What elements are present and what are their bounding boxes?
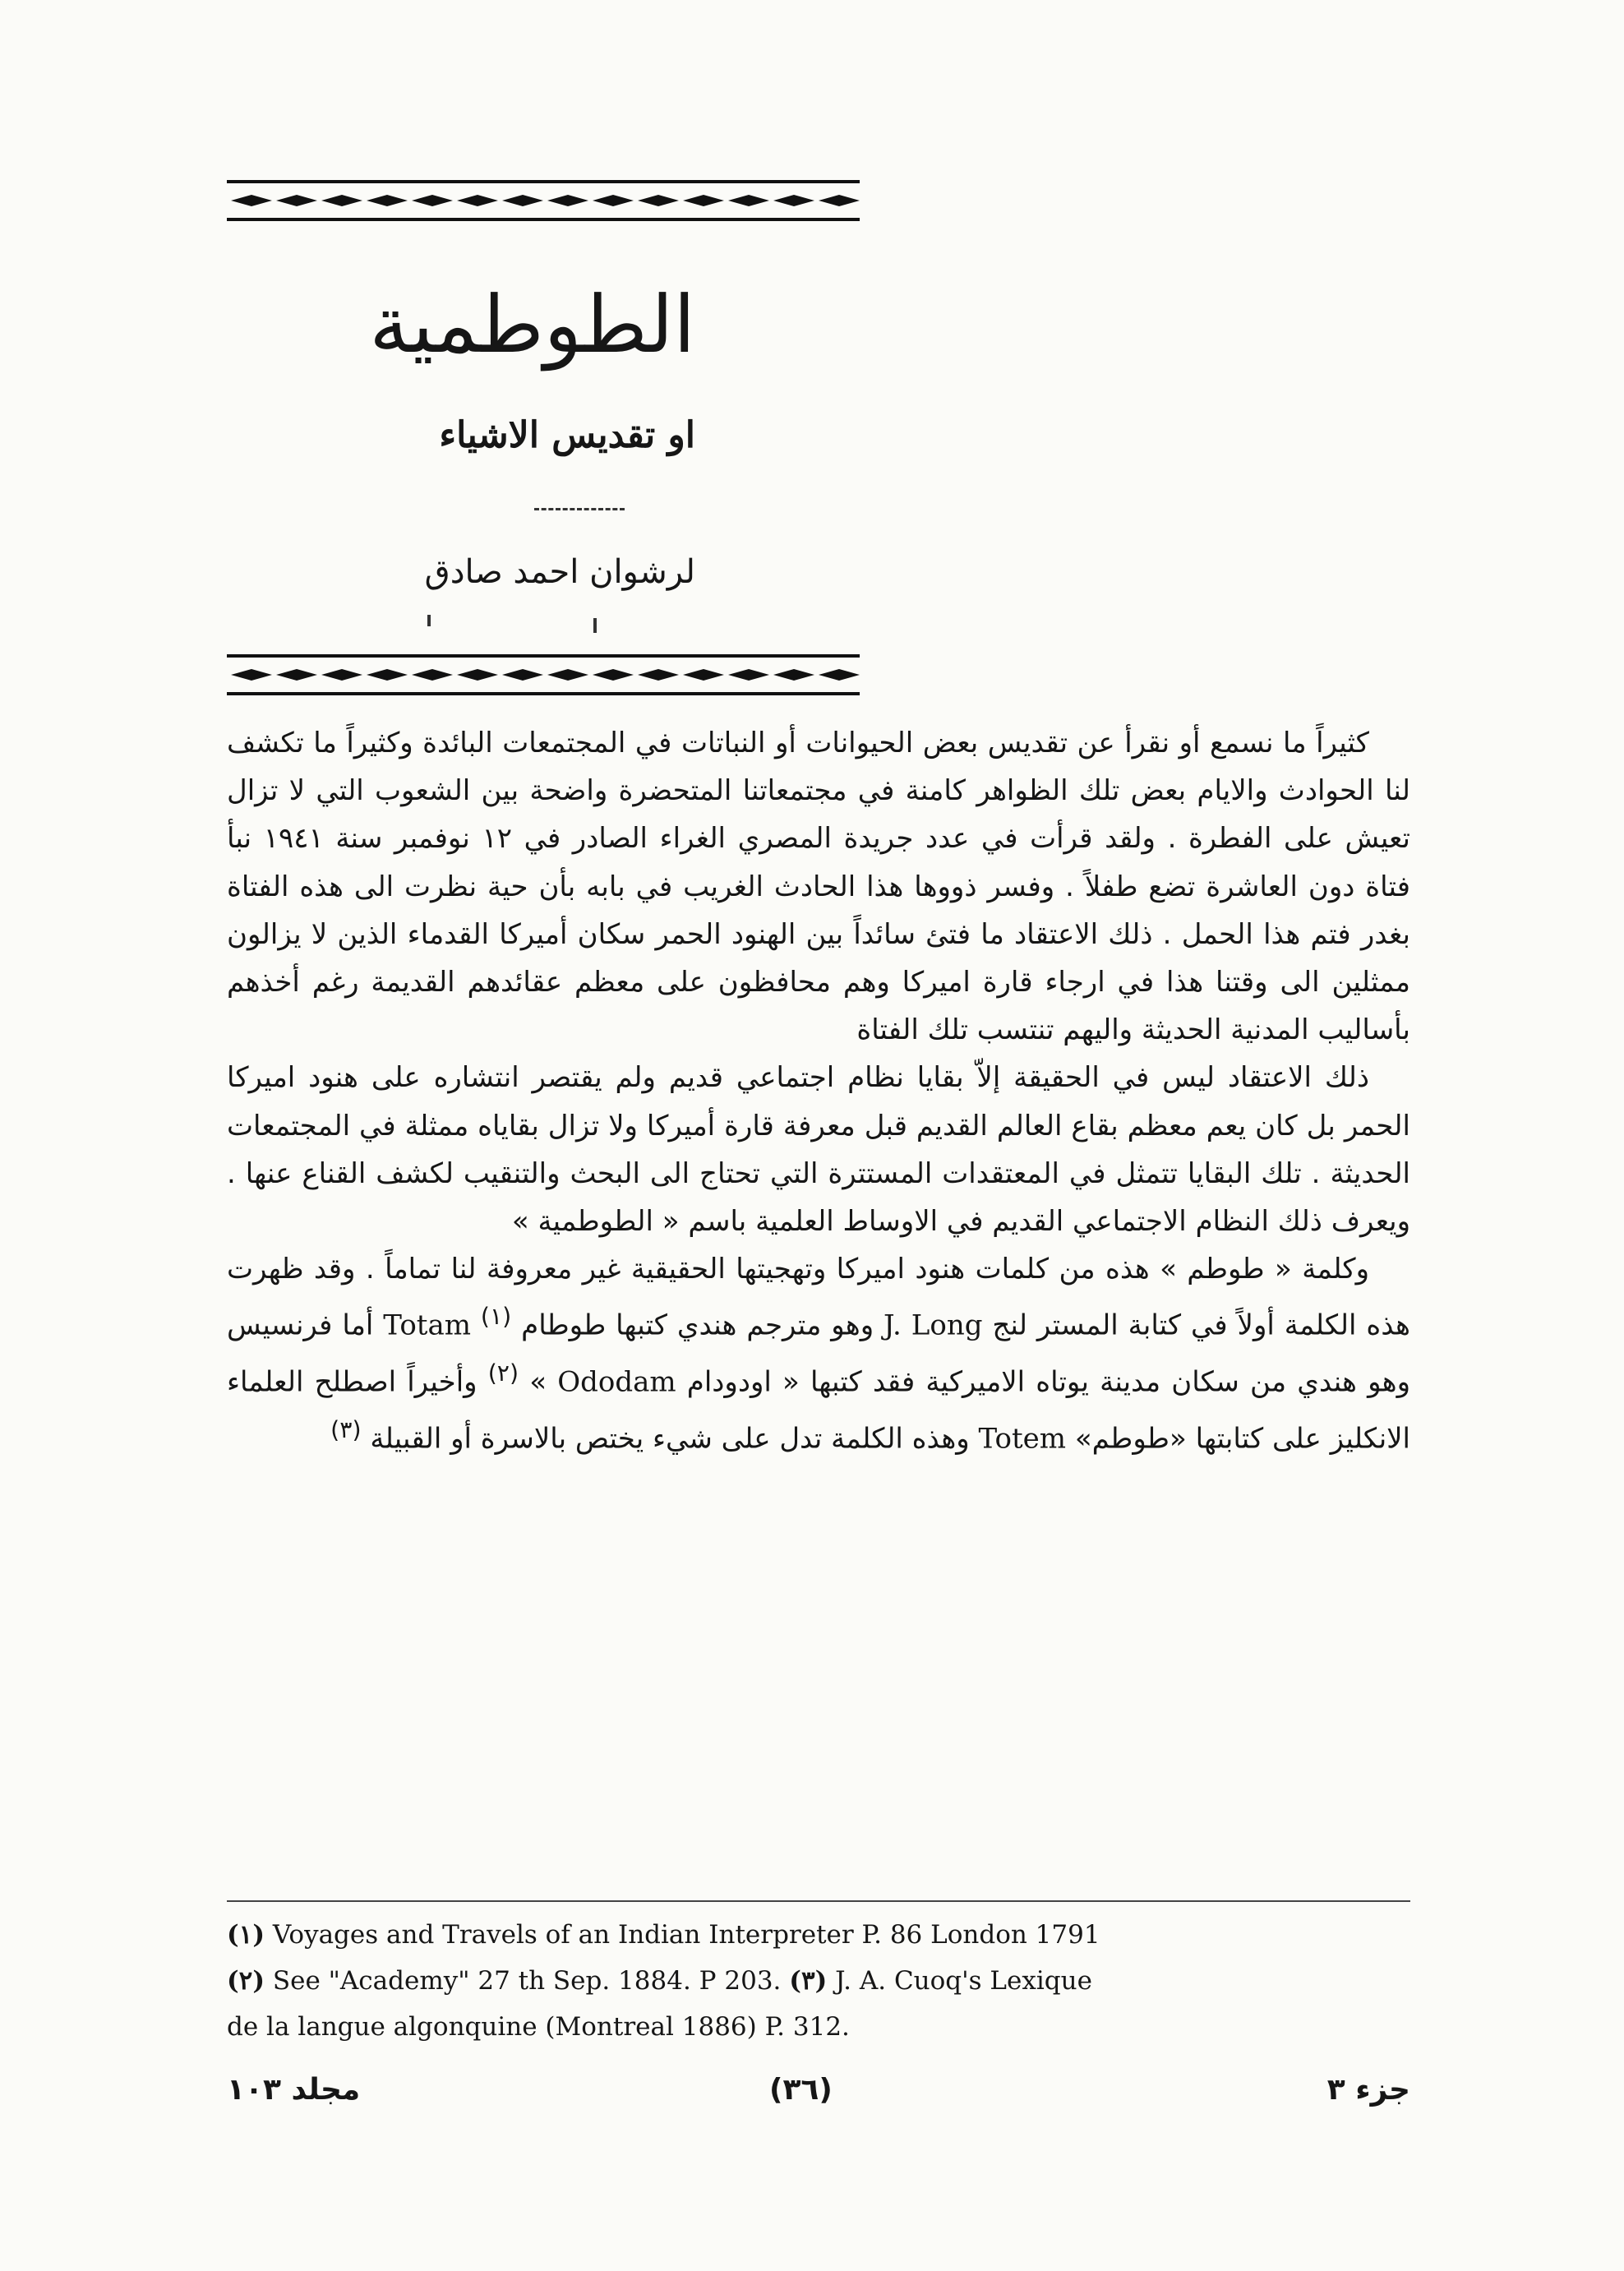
footnote-text: See "Academy" 27 th Sep. 1884. P 203. [272, 1966, 782, 1996]
footnote-1 [227, 1912, 1410, 1958]
article-author: لرشوان احمد صادق [424, 553, 695, 591]
article-subtitle: او تقديس الاشياء [439, 414, 695, 456]
paragraph-3-text: وكلمة « طوطم » هذه من كلمات هنود اميركا وتهجيتها الحقيقية غير معروفة لنا تماماً . وقد ظهرت هذه الكلمة أولاً في كتابة المستر لنج [227, 1253, 1410, 1342]
latin-term: Ododam [557, 1365, 676, 1399]
paragraph-1: كثيراً ما نسمع أو نقرأ عن تقديس بعض الحيوانات أو النباتات في المجتمعات البائدة وكثيراً ما تكشف لنا الحوادث والايام بعض تلك الظواهر كامنة في مجتمعاتنا المتحضرة واضحة بين الشعوب التي لا تزال تعيش على الفطرة . ولقد قرأت في عدد جريدة المصري الغراء الصادر في ١٢ نوفمبر سنة ١٩٤١ نبأ فتاة دون العاشرة تضع طفلاً . وفسر ذووها هذا الحادث الغريب في بابه بأن حية نظرت الى هذه الفتاة بغدر فتم هذا الحمل . ذلك الاعتقاد ما فتئ سائداً بين الهنود الحمر سكان أميركا القدماء الذين لا يزالون ممثلين الى وقتنا هذا في ارجاء قارة اميركا وهم محافظون على معظم عقائدهم القديمة رغم أخذهم بأساليب المدنية الحديثة واليهم تنتسب تلك الفتاة [227, 727, 1410, 1047]
footnote-2-3 [227, 1958, 1410, 2004]
page-number: (٣٦) [769, 2073, 833, 2107]
page-footer [227, 2073, 1410, 2122]
paragraph-3-text: أما فرنسيس وهو هندي من سكان مدينة يوتاه الاميركية فقد كتبها « اودودام [227, 1309, 1411, 1399]
footnote-3-continued [227, 2004, 1410, 2050]
title-separator [534, 508, 625, 514]
footnote-text: de la langue algonquine (Montreal 1886) P. 312. [227, 2012, 850, 2042]
paragraph-3-text: وأخيراً اصطلح العلماء الانكليز على كتابتها «طوطم» [227, 1365, 1410, 1455]
latin-term: Totem [978, 1421, 1067, 1455]
footnote-ref: (٣) [330, 1415, 362, 1443]
ornament-divider-icon [227, 177, 860, 224]
footnote-number: (٣) [789, 1966, 828, 1996]
paragraph-3-text: » [529, 1365, 547, 1399]
footnote-number: (٢) [227, 1966, 265, 1996]
footnotes [227, 1912, 1410, 2050]
print-speck [427, 615, 431, 626]
part-number: جزء ٣ [1326, 2073, 1410, 2107]
ornament-divider-icon [227, 651, 860, 699]
article-body [227, 719, 1410, 1462]
latin-term: Totam [383, 1309, 471, 1342]
volume-number: مجلد ١٠٣ [227, 2073, 361, 2107]
paragraph-2: ذلك الاعتقاد ليس في الحقيقة إلاّ بقايا نظام اجتماعي قديم ولم يقتصر انتشاره على هنود اميركا الحمر بل كان يعم معظم بقاع العالم القديم قبل معرفة قارة أميركا ولا تزال بقاياه ممثلة في المجتمعات الحديثة . تلك البقايا تتمثل في المعتقدات المستترة التي تحتاج الى البحث والتنقيب لكشف القناع عنها . ويعرف ذلك النظام الاجتماعي القديم في الاوساط العلمية باسم « الطوطمية » [227, 1061, 1410, 1239]
article-title: الطوطمية [369, 279, 695, 371]
top-ornament-divider [227, 177, 860, 224]
footnote-ref: (٢) [487, 1359, 519, 1387]
paragraph-3-text: وهذه الكلمة تدل على شيء يختص بالاسرة أو القبيلة [370, 1421, 970, 1455]
footnote-text: J. A. Cuoq's Lexique [835, 1966, 1092, 1996]
latin-name: J. Long [884, 1309, 983, 1342]
footnote-text: Voyages and Travels of an Indian Interpreter P. 86 London 1791 [272, 1920, 1100, 1950]
paragraph-3 [227, 1245, 1410, 1462]
paragraph-3-text: وهو مترجم هندي كتبها طوطام [521, 1309, 874, 1342]
print-speck [593, 618, 597, 633]
footnote-number: (١) [227, 1920, 265, 1950]
footnote-ref: (١) [480, 1303, 512, 1331]
footnote-separator [227, 1900, 1410, 1902]
bottom-ornament-divider [227, 651, 860, 699]
